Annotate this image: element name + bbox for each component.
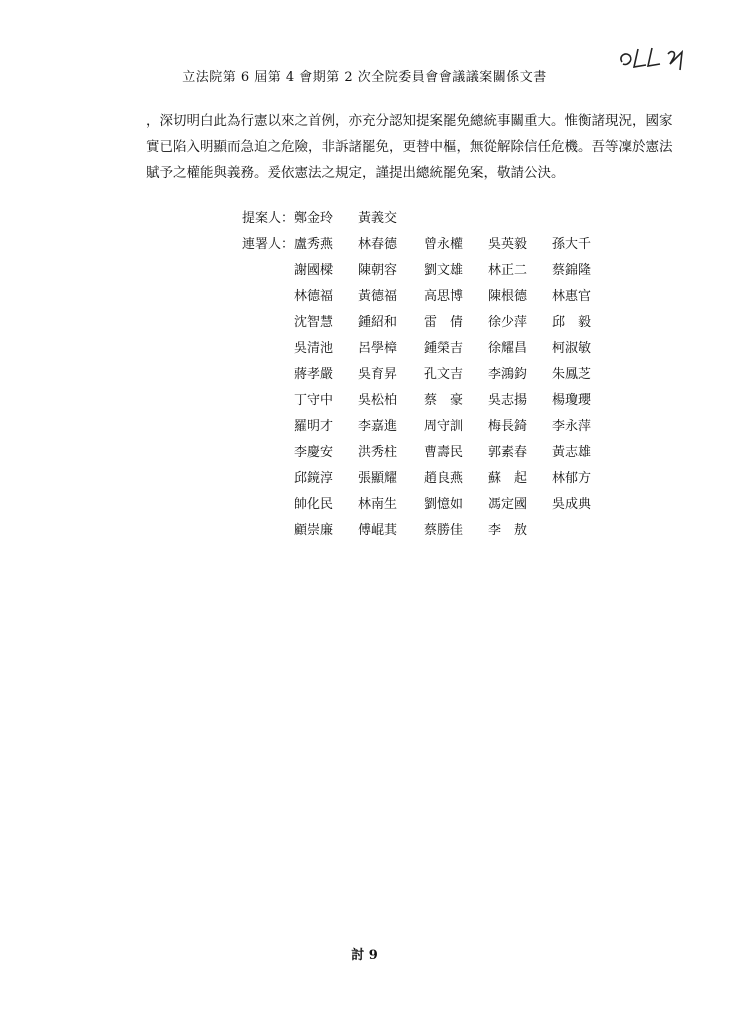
cosigner-name: 李鴻鈞 (488, 367, 528, 382)
cosigner-name: 黃德福 (358, 289, 398, 304)
cosigner-name: 蔡錦隆 (552, 263, 592, 278)
cosigner-name: 沈智慧 (294, 315, 334, 330)
cosigner-name: 劉憶如 (424, 497, 464, 512)
cosigner-name: 吳清池 (294, 341, 334, 356)
proposer-name: 黃義交 (358, 211, 398, 226)
cosigner-name: 吳成典 (552, 497, 592, 512)
cosigner-name: 李 敖 (488, 523, 528, 538)
cosigner-name: 盧秀燕 (294, 237, 334, 252)
proposer-label: 提案人： (242, 211, 295, 226)
motion-body-text (146, 108, 673, 186)
cosigner-name: 趙良燕 (424, 471, 464, 486)
proposer-name: 鄭金玲 (294, 211, 334, 226)
cosigner-name: 呂學樟 (358, 341, 398, 356)
cosigner-name: 林惠官 (552, 289, 592, 304)
cosigner-name: 洪秀柱 (358, 445, 398, 460)
cosigner-name: 曹壽民 (424, 445, 464, 460)
cosigner-block (242, 232, 622, 544)
cosigner-name: 蘇 起 (488, 471, 528, 486)
document-title: 立法院第 6 屆第 4 會期第 2 次全院委員會會議議案關係文書 (182, 70, 547, 85)
cosigner-name: 林春德 (358, 237, 398, 252)
cosigner-name: 林南生 (358, 497, 398, 512)
cosigner-name: 羅明才 (294, 419, 334, 434)
cosigner-name: 郭素春 (488, 445, 528, 460)
page-number: 討 9 (351, 948, 378, 963)
body-line: 實已陷入明顯而急迫之危險，非訴諸罷免，更替中樞，無從解除信任危機。吾等凜於憲法 (146, 139, 673, 155)
cosigner-name: 柯淑敏 (552, 341, 592, 356)
cosigner-name: 林郁方 (552, 471, 592, 486)
proposer-names (294, 206, 616, 232)
cosigner-name: 孔文吉 (424, 367, 464, 382)
cosigner-name: 楊瓊瓔 (552, 393, 592, 408)
cosigner-name: 馮定國 (488, 497, 528, 512)
cosigner-name: 邱鏡淳 (294, 471, 334, 486)
cosigner-name: 孫大千 (552, 237, 592, 252)
cosigner-label-row (242, 232, 294, 258)
cosigner-name: 蔣孝嚴 (294, 367, 334, 382)
cosigner-name: 陳根德 (488, 289, 528, 304)
cosigner-name: 丁守中 (294, 393, 334, 408)
cosigner-name: 周守訓 (424, 419, 464, 434)
cosigner-names (294, 232, 622, 544)
cosigner-name: 徐少萍 (488, 315, 528, 330)
cosigner-name: 高思博 (424, 289, 464, 304)
cosigner-name: 梅長錡 (488, 419, 528, 434)
cosigner-name: 黃志雄 (552, 445, 592, 460)
cosigner-name: 蔡 豪 (424, 393, 464, 408)
cosigner-name: 徐耀昌 (488, 341, 528, 356)
cosigner-name: 吳志揚 (488, 393, 528, 408)
cosigner-name: 蔡勝佳 (424, 523, 464, 538)
body-line: 賦予之權能與義務。爰依憲法之規定，謹提出總統罷免案，敬請公決。 (146, 165, 565, 181)
proposer-row (242, 206, 622, 232)
cosigner-name: 鍾紹和 (358, 315, 398, 330)
cosigner-name: 陳朝容 (358, 263, 398, 278)
cosigner-name: 帥化民 (294, 497, 334, 512)
cosigner-label: 連署人： (242, 237, 295, 252)
signatory-roster (242, 206, 622, 544)
cosigner-name: 劉文雄 (424, 263, 464, 278)
cosigner-name: 朱鳳芝 (552, 367, 592, 382)
cosigner-name: 林德福 (294, 289, 334, 304)
cosigner-name: 吳育昇 (358, 367, 398, 382)
cosigner-name: 顧崇廉 (294, 523, 334, 538)
cosigner-name: 邱 毅 (552, 315, 592, 330)
cosigner-name: 吳松柏 (358, 393, 398, 408)
cosigner-name: 雷 倩 (424, 315, 464, 330)
cosigner-name: 吳英毅 (488, 237, 528, 252)
cosigner-name: 張顯耀 (358, 471, 398, 486)
cosigner-name: 林正二 (488, 263, 528, 278)
body-line: ，深切明白此為行憲以來之首例，亦充分認知提案罷免總統事關重大。惟衡諸現況，國家 (146, 113, 673, 129)
cosigner-name: 李嘉進 (358, 419, 398, 434)
cosigner-name: 傅崐萁 (358, 523, 398, 538)
cosigner-name: 曾永權 (424, 237, 464, 252)
cosigner-name: 謝國樑 (294, 263, 334, 278)
cosigner-name: 李慶安 (294, 445, 334, 460)
cosigner-name: 李永萍 (552, 419, 592, 434)
cosigner-name: 鍾榮吉 (424, 341, 464, 356)
